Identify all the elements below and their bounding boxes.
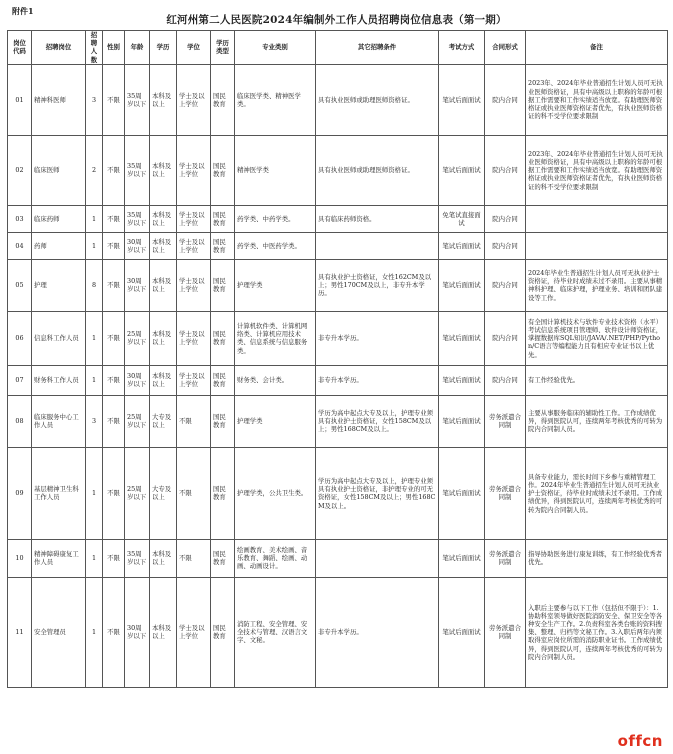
cell-other-conditions: 学历为高中起点大专及以上，护理专业须具有执业护士资格证，女性158CM及以上；男性168CM及以上。 [316,395,439,447]
cell-education: 本科及以上 [150,232,177,259]
cell-post: 精神障碍康复工作人员 [32,539,86,577]
cell-exam-method: 笔试后面面试 [439,259,485,311]
cell-count: 3 [86,395,103,447]
cell-code: 02 [8,135,32,205]
cell-post: 临床药师 [32,205,86,232]
cell-gender: 不限 [103,539,125,577]
cell-exam-method: 笔试后面面试 [439,539,485,577]
cell-code: 07 [8,365,32,395]
cell-gender: 不限 [103,205,125,232]
table-row [8,539,668,577]
cell-age: 25周岁以下 [125,395,150,447]
cell-count: 1 [86,447,103,539]
cell-education-type: 国民教育 [211,395,235,447]
cell-major: 护理学类 [235,395,316,447]
document-title: 红河州第二人民医院2024年编制外工作人员招聘岗位信息表（第一期） [166,14,507,26]
cell-post: 信息科工作人员 [32,311,86,365]
cell-gender: 不限 [103,447,125,539]
table-row [8,395,668,447]
table-row [8,135,668,205]
cell-code: 09 [8,447,32,539]
cell-age: 35周岁以下 [125,135,150,205]
table-row [8,205,668,232]
cell-degree: 不限 [177,447,211,539]
cell-education: 本科及以上 [150,205,177,232]
cell-exam-method: 笔试后面面试 [439,311,485,365]
cell-major: 临床医学类、精神医学类。 [235,64,316,135]
cell-major: 护理学类 [235,259,316,311]
cell-education-type: 国民教育 [211,365,235,395]
cell-degree: 不限 [177,395,211,447]
cell-contract: 院内合同 [485,232,526,259]
header-post: 招聘岗位 [32,31,86,65]
cell-major: 药学类、中医药学类。 [235,232,316,259]
cell-degree: 学士及以上学位 [177,311,211,365]
cell-contract: 院内合同 [485,259,526,311]
cell-exam-method: 笔试后面面试 [439,64,485,135]
cell-major: 护理学类，公共卫生类。 [235,447,316,539]
cell-age: 30周岁以下 [125,365,150,395]
cell-education-type: 国民教育 [211,232,235,259]
cell-education: 大专及以上 [150,447,177,539]
cell-code: 01 [8,64,32,135]
cell-exam-method: 笔试后面面试 [439,135,485,205]
cell-gender: 不限 [103,64,125,135]
cell-note: 2023年、2024年毕业普通招生计划人员可无执业医师资格证，具有中高级以上职称的年龄可根据工作需要和工作实绩适当放宽。有助理医师资格证或执业医师资格证者优先，有执业医师资格证的科不受学位要求限制 [526,64,668,135]
cell-count: 1 [86,232,103,259]
table-row [8,311,668,365]
header-degree: 学位 [177,31,211,65]
cell-count: 1 [86,577,103,687]
cell-degree: 学士及以上学位 [177,135,211,205]
cell-education: 本科及以上 [150,64,177,135]
table-row [8,365,668,395]
cell-other-conditions [316,232,439,259]
cell-post: 基层精神卫生科工作人员 [32,447,86,539]
cell-age: 30周岁以下 [125,577,150,687]
cell-contract: 劳务派遣合同制 [485,577,526,687]
cell-other-conditions: 非专升本学历。 [316,311,439,365]
cell-exam-method: 笔试后面面试 [439,447,485,539]
cell-education: 本科及以上 [150,577,177,687]
cell-note: 2024年毕业生普通招生计划人员可无执业护士资格证，待毕业时成绩未过不录用。主要从事精神科护理、临床护理，护理业务、培训和团队建设等工作。 [526,259,668,311]
cell-exam-method: 免笔试直接面试 [439,205,485,232]
cell-code: 10 [8,539,32,577]
cell-education: 本科及以上 [150,311,177,365]
watermark-logo: offcn [617,732,663,750]
cell-education: 本科及以上 [150,365,177,395]
cell-education: 本科及以上 [150,135,177,205]
cell-code: 06 [8,311,32,365]
cell-note [526,205,668,232]
recruitment-table [7,30,668,688]
cell-other-conditions: 具有执业医师或助理医师资格证。 [316,64,439,135]
cell-note: 具备专业能力，需长时间下乡参与重精管理工作。2024年毕业生普通招生计划人员可无执业护士资格证，待毕业时成绩未过不录用。工作成绩优异，得到医院认可，连续两年考核优秀的可转为院内合同制人员。 [526,447,668,539]
cell-exam-method: 笔试后面面试 [439,365,485,395]
cell-age: 25周岁以下 [125,447,150,539]
header-note: 备注 [526,31,668,65]
header-count: 招聘人数 [86,31,103,65]
table-row [8,447,668,539]
cell-contract: 劳务派遣合同制 [485,395,526,447]
cell-education: 本科及以上 [150,539,177,577]
cell-note: 2023年、2024年毕业普通招生计划人员可无执业医师资格证，具有中高级以上职称的年龄可根据工作需要和工作实绩适当放宽。有助理医师资格证或执业医师资格证者优先，有执业医师资格证的科不受学位要求限制 [526,135,668,205]
cell-post: 药师 [32,232,86,259]
cell-gender: 不限 [103,395,125,447]
cell-major: 消防工程、安全管理、安全技术与管理、汉语言文字、文秘。 [235,577,316,687]
cell-count: 2 [86,135,103,205]
cell-code: 03 [8,205,32,232]
header-major: 专业类别 [235,31,316,65]
cell-count: 3 [86,64,103,135]
cell-count: 8 [86,259,103,311]
cell-other-conditions: 具有临床药师资格。 [316,205,439,232]
cell-post: 精神科医师 [32,64,86,135]
cell-major: 计算机软件类、计算机网络类、计算机应用技术类、信息系统与信息服务类。 [235,311,316,365]
cell-age: 35周岁以下 [125,205,150,232]
cell-count: 1 [86,539,103,577]
table-body [8,64,668,687]
cell-count: 1 [86,311,103,365]
cell-education: 大专及以上 [150,395,177,447]
cell-major: 绘画教育、美术绘画、音乐教育、舞蹈、绘画、动画、动画设计。 [235,539,316,577]
cell-major: 财务类、会计类。 [235,365,316,395]
cell-education-type: 国民教育 [211,259,235,311]
cell-other-conditions: 具有执业医师或助理医师资格证。 [316,135,439,205]
cell-contract: 院内合同 [485,135,526,205]
cell-degree: 不限 [177,539,211,577]
cell-note: 指导协助医务进行康复训练，有工作经验优秀者优先。 [526,539,668,577]
cell-contract: 院内合同 [485,365,526,395]
cell-note: 有工作经验优先。 [526,365,668,395]
header-education-type: 学历类型 [211,31,235,65]
cell-major: 药学类、中药学类。 [235,205,316,232]
header-age: 年龄 [125,31,150,65]
cell-degree: 学士及以上学位 [177,365,211,395]
header-contract: 合同形式 [485,31,526,65]
cell-age: 25周岁以下 [125,311,150,365]
cell-exam-method: 笔试后面面试 [439,577,485,687]
cell-education-type: 国民教育 [211,135,235,205]
cell-exam-method: 笔试后面面试 [439,395,485,447]
cell-age: 35周岁以下 [125,64,150,135]
cell-post: 临床服务中心工作人员 [32,395,86,447]
cell-education-type: 国民教育 [211,205,235,232]
header-education: 学历 [150,31,177,65]
header-exam-method: 考试方式 [439,31,485,65]
cell-count: 1 [86,205,103,232]
cell-contract: 劳务派遣合同制 [485,539,526,577]
cell-education-type: 国民教育 [211,447,235,539]
cell-other-conditions: 具有执业护士资格证，女性162CM及以上；男性170CM及以上，非专升本学历。 [316,259,439,311]
cell-contract: 院内合同 [485,311,526,365]
cell-degree: 学士及以上学位 [177,232,211,259]
cell-gender: 不限 [103,365,125,395]
attachment-label: 附件1 [12,6,34,16]
cell-contract: 劳务派遣合同制 [485,447,526,539]
cell-age: 35周岁以下 [125,539,150,577]
cell-degree: 学士及以上学位 [177,205,211,232]
cell-contract: 院内合同 [485,205,526,232]
cell-gender: 不限 [103,577,125,687]
cell-education-type: 国民教育 [211,539,235,577]
cell-gender: 不限 [103,232,125,259]
cell-gender: 不限 [103,135,125,205]
cell-education-type: 国民教育 [211,64,235,135]
cell-post: 财务科工作人员 [32,365,86,395]
cell-code: 08 [8,395,32,447]
cell-code: 04 [8,232,32,259]
cell-other-conditions: 非专升本学历。 [316,577,439,687]
header-gender: 性别 [103,31,125,65]
cell-note: 有全国计算机技术与软件专业技术资格（水平）考试信息系统项目管理师、软件设计师资格证，掌握数据库SQL知识/JAVA/.NET/PHP/Python/C语言等编程能力且有相应专业证书以上优先。 [526,311,668,365]
cell-exam-method: 笔试后面面试 [439,232,485,259]
table-row [8,64,668,135]
cell-major: 精神医学类 [235,135,316,205]
cell-post: 护理 [32,259,86,311]
cell-education-type: 国民教育 [211,311,235,365]
cell-degree: 学士及以上学位 [177,259,211,311]
table-row [8,232,668,259]
cell-degree: 学士及以上学位 [177,577,211,687]
cell-contract: 院内合同 [485,64,526,135]
cell-other-conditions [316,539,439,577]
cell-code: 11 [8,577,32,687]
header-other-conditions: 其它招聘条件 [316,31,439,65]
cell-education: 本科及以上 [150,259,177,311]
cell-education-type: 国民教育 [211,577,235,687]
cell-post: 安全管理员 [32,577,86,687]
cell-count: 1 [86,365,103,395]
cell-note: 入职后主要参与以下工作（包括但不限于）：1.协助科室领导做好医院消防安全、保卫安全等各种安全生产工作。2.负责科室各类台账的资料搜集、整理、归档等文秘工作。3.入职后两年内须取得室应岗位所需的消防职业证书。工作成绩优异，得到医院认可，连续两年考核优秀的可转为院内合同制人员。 [526,577,668,687]
cell-other-conditions: 学历为高中起点大专及以上，护理专业须具有执业护士资格证，非护理专业的可无资格证，女性158CM及以上；男性168CM及以上。 [316,447,439,539]
cell-age: 30周岁以下 [125,259,150,311]
cell-age: 30周岁以下 [125,232,150,259]
table-row [8,259,668,311]
cell-note [526,232,668,259]
cell-degree: 学士及以上学位 [177,64,211,135]
table-row [8,577,668,687]
cell-post: 临床医师 [32,135,86,205]
header-row [8,31,668,65]
cell-gender: 不限 [103,311,125,365]
cell-note: 主要从事服务临床的辅助性工作。工作成绩优异，得到医院认可，连续两年考核优秀的可转为院内合同制人员。 [526,395,668,447]
cell-code: 05 [8,259,32,311]
cell-other-conditions: 非专升本学历。 [316,365,439,395]
cell-gender: 不限 [103,259,125,311]
header-code: 岗位代码 [8,31,32,65]
